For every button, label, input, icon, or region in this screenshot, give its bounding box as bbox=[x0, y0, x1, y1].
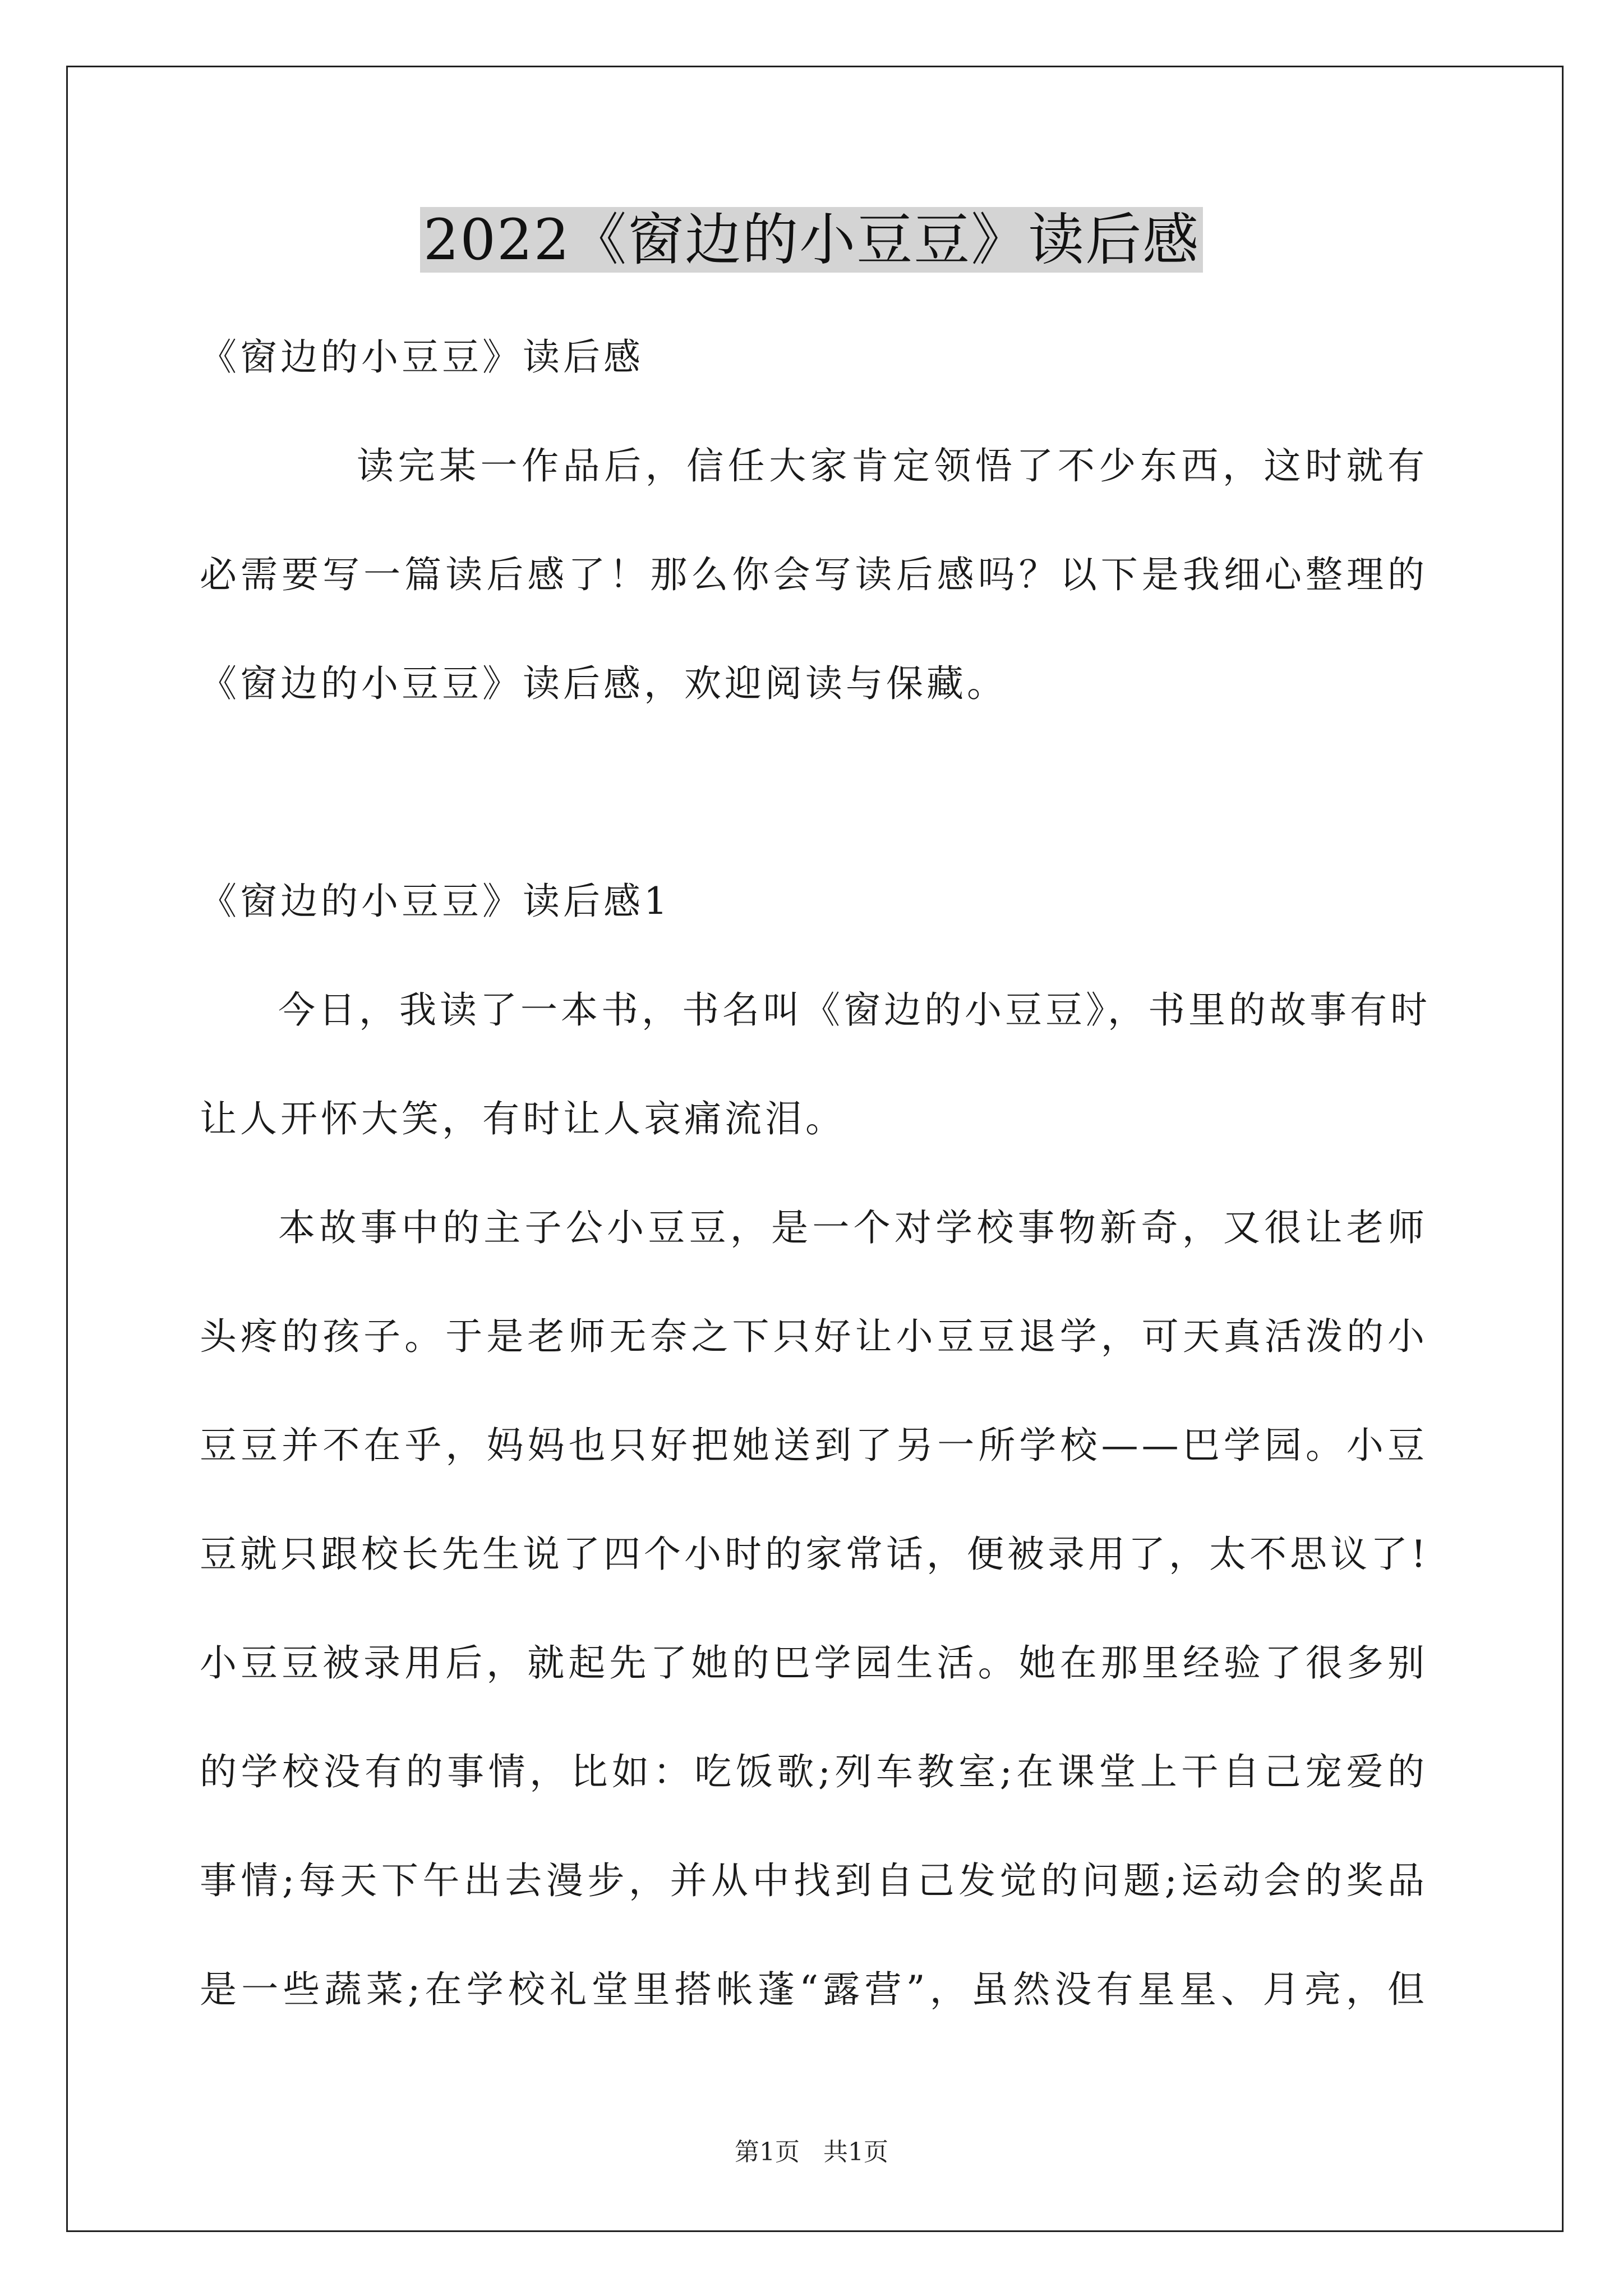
paragraph-line: 让人开怀大笑，有时让人哀痛流泪。 bbox=[200, 1097, 846, 1140]
document-title-wrap bbox=[0, 201, 1623, 279]
page-number: 第1页 bbox=[735, 2138, 800, 2166]
paragraph-line: 的学校没有的事情，比如：吃饭歌;列车教室;在课堂上干自己宠爱的 bbox=[200, 1750, 1428, 1793]
intro-line: 《窗边的小豆豆》读后感，欢迎阅读与保藏。 bbox=[200, 662, 1007, 705]
paragraph-line: 今日，我读了一本书，书名叫《窗边的小豆豆》，书里的故事有时 bbox=[278, 988, 1431, 1032]
intro-line: 必需要写一篇读后感了！那么你会写读后感吗？以下是我细心整理的 bbox=[200, 553, 1428, 596]
paragraph-line: 小豆豆被录用后，就起先了她的巴学园生活。她在那里经验了很多别 bbox=[200, 1641, 1428, 1685]
document-title: 2022《窗边的小豆豆》读后感 bbox=[420, 207, 1204, 273]
paragraph-line: 是一些蔬菜;在学校礼堂里搭帐蓬“露营”，虽然没有星星、月亮，但 bbox=[200, 1968, 1428, 2011]
paragraph-line: 本故事中的主子公小豆豆，是一个对学校事物新奇，又很让老师 bbox=[278, 1206, 1428, 1249]
document-body bbox=[200, 303, 1431, 2044]
section-heading: 《窗边的小豆豆》读后感1 bbox=[200, 880, 671, 923]
subtitle: 《窗边的小豆豆》读后感 bbox=[200, 335, 644, 379]
paragraph-line: 头疼的孩子。于是老师无奈之下只好让小豆豆退学，可天真活泼的小 bbox=[200, 1315, 1428, 1358]
intro-line: 读完某一作品后，信任大家肯定领悟了不少东西，这时就有 bbox=[357, 444, 1428, 487]
paragraph-line: 事情;每天下午出去漫步，并从中找到自己发觉的问题;运动会的奖品 bbox=[200, 1859, 1428, 1902]
paragraph-line: 豆就只跟校长先生说了四个小时的家常话，便被录用了，太不思议了! bbox=[200, 1533, 1430, 1576]
page-footer bbox=[0, 2132, 1623, 2168]
page-total: 共1页 bbox=[823, 2138, 888, 2166]
blank-line bbox=[200, 738, 1428, 847]
paragraph-line: 豆豆并不在乎，妈妈也只好把她送到了另一所学校——巴学园。小豆 bbox=[200, 1424, 1428, 1467]
